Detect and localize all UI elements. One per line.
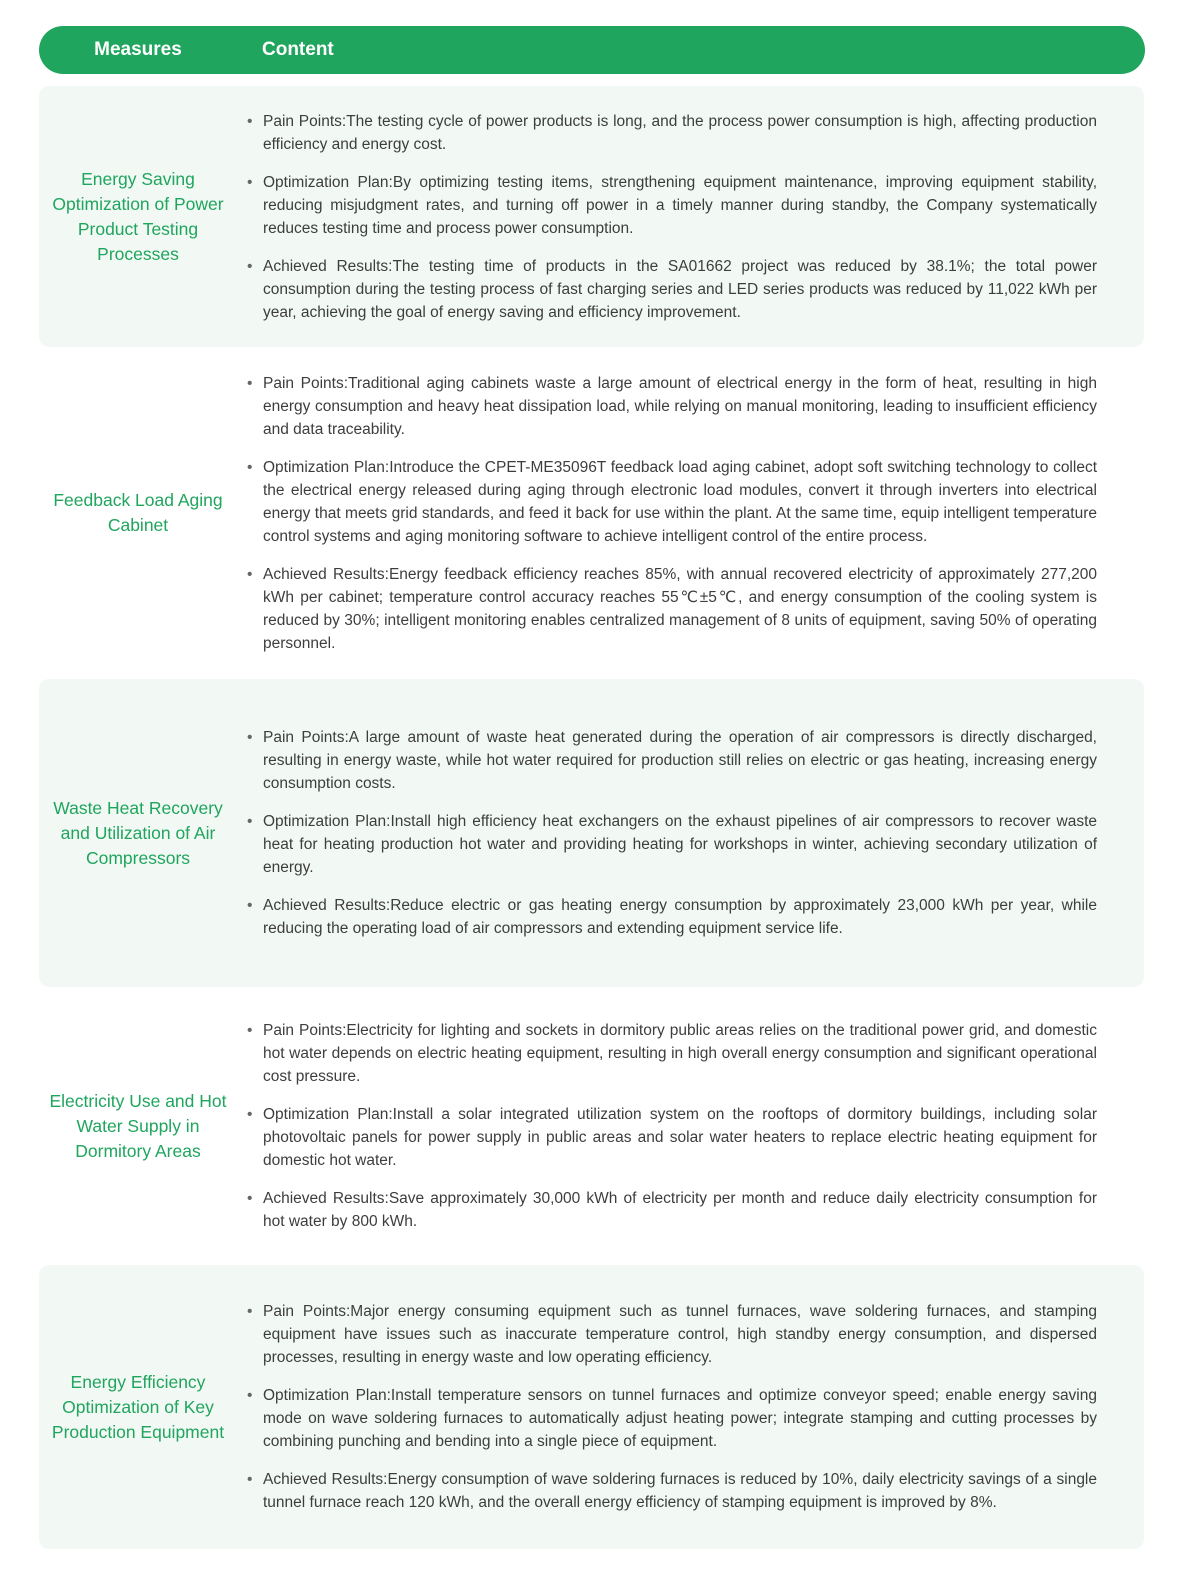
- bullet-list: [247, 726, 1097, 940]
- optimization-plan: • Optimization Plan:Introduce the CPET-ME35096T feedback load aging cabinet, adopt soft switching technology to collect the electrical energy released during aging through electronic load modules, convert it through inverters into electrical energy that meets grid standards, and feed it back for use within the plant. At the same time, equip intelligent temperature control systems and aging monitoring software to achieve intelligent control of the entire process.: [247, 456, 1097, 548]
- header-measures: Measures: [94, 39, 182, 60]
- pain-points: • Pain Points:Electricity for lighting and sockets in dormitory public areas relies on the traditional power grid, and domestic hot water depends on electric heating equipment, resulting in high overall energy consumption and significant operational cost pressure.: [247, 1019, 1097, 1088]
- content-cell: [247, 1265, 1097, 1549]
- pain-points: • Pain Points:The testing cycle of power products is long, and the process power consumption is high, affecting production efficiency and energy cost.: [247, 110, 1097, 156]
- achieved-results: • Achieved Results:Energy feedback efficiency reaches 85%, with annual recovered electricity of approximately 277,200 kWh per cabinet; temperature control accuracy reaches 55℃±5℃, and energy consumption of the cooling system is reduced by 30%; intelligent monitoring enables centralized management of 8 units of equipment, saving 50% of operating personnel.: [247, 563, 1097, 655]
- achieved-results: • Achieved Results:Energy consumption of wave soldering furnaces is reduced by 10%, daily electricity savings of a single tunnel furnace reach 120 kWh, and the overall energy efficiency of stamping equipment is improved by 8%.: [247, 1468, 1097, 1514]
- measure-cell: Waste Heat Recovery and Utilization of Air Compressors: [53, 797, 223, 868]
- bullet-list: [247, 1300, 1097, 1514]
- content-cell: [247, 989, 1097, 1263]
- table-header: [39, 26, 1145, 74]
- content-cell: [247, 86, 1097, 347]
- optimization-plan: • Optimization Plan:Install temperature sensors on tunnel furnaces and optimize conveyor speed; enable energy saving mode on wave soldering furnaces to automatically adjust heating power; integrate stamping and cutting processes by combining punching and bending into a single piece of equipment.: [247, 1384, 1097, 1453]
- pain-points: • Pain Points:Traditional aging cabinets waste a large amount of electrical energy in the form of heat, resulting in high energy consumption and heavy heat dissipation load, while relying on manual monitoring, leading to insufficient efficiency and data traceability.: [247, 372, 1097, 441]
- measure-cell: Electricity Use and Hot Water Supply in Dormitory Areas: [49, 1090, 227, 1161]
- table-row: [39, 86, 1144, 347]
- optimization-plan: • Optimization Plan:Install high efficiency heat exchangers on the exhaust pipelines of air compressors to recover waste heat for heating production hot water and providing heating for workshops in winter, achieving secondary utilization of energy.: [247, 810, 1097, 879]
- optimization-plan: • Optimization Plan:Install a solar integrated utilization system on the rooftops of dormitory buildings, including solar photovoltaic panels for power supply in public areas and solar water heaters to replace electric heating equipment for domestic hot water.: [247, 1103, 1097, 1172]
- pain-points: • Pain Points:A large amount of waste heat generated during the operation of air compressors is directly discharged, resulting in energy waste, while hot water required for production still relies on electric or gas heating, increasing energy consumption costs.: [247, 726, 1097, 795]
- bullet-list: [247, 372, 1097, 655]
- table-row: [39, 679, 1144, 987]
- measure-cell: Feedback Load Aging Cabinet: [53, 490, 223, 535]
- content-cell: [247, 349, 1097, 677]
- table-row: [39, 989, 1144, 1263]
- achieved-results: • Achieved Results:The testing time of products in the SA01662 project was reduced by 38.1%; the total power consumption during the testing process of fast charging series and LED series products was reduced by 11,022 kWh per year, achieving the goal of energy saving and efficiency improvement.: [247, 255, 1097, 324]
- achieved-results: • Achieved Results:Reduce electric or gas heating energy consumption by approximately 23,000 kWh per year, while reducing the operating load of air compressors and extending equipment service life.: [247, 894, 1097, 940]
- header-content: Content: [262, 39, 334, 60]
- bullet-list: [247, 110, 1097, 324]
- pain-points: • Pain Points:Major energy consuming equipment such as tunnel furnaces, wave soldering furnaces, and stamping equipment have issues such as inaccurate temperature control, high standby energy consumption, and dispersed processes, resulting in energy waste and low operating efficiency.: [247, 1300, 1097, 1369]
- optimization-plan: • Optimization Plan:By optimizing testing items, strengthening equipment maintenance, improving equipment stability, reducing misjudgment rates, and turning off power in a timely manner during standby, the Company systematically reduces testing time and process power consumption.: [247, 171, 1097, 240]
- table-row: [39, 349, 1144, 677]
- bullet-list: [247, 1019, 1097, 1233]
- measure-cell: Energy Saving Optimization of Power Product Testing Processes: [52, 168, 224, 264]
- table-row: [39, 1265, 1144, 1549]
- content-cell: [247, 679, 1097, 987]
- achieved-results: • Achieved Results:Save approximately 30,000 kWh of electricity per month and reduce daily electricity consumption for hot water by 800 kWh.: [247, 1187, 1097, 1233]
- measure-cell: Energy Efficiency Optimization of Key Production Equipment: [51, 1371, 225, 1442]
